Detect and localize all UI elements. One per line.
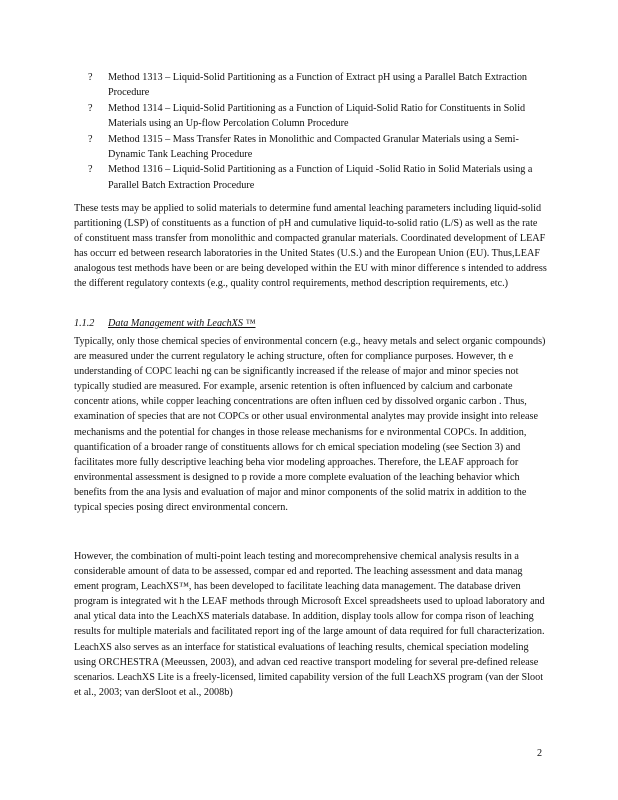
bullet-mark: ? bbox=[88, 72, 93, 83]
list-item bbox=[88, 132, 548, 163]
section-title: Data Management with LeachXS ™ bbox=[108, 318, 256, 329]
list-item-text: Method 1316 – Liquid‐Solid Partitioning as a Function of Liquid ‐Solid Ratio in Solid Materials using a Parallel Batch Extraction Procedure bbox=[108, 164, 533, 191]
list-item-text: Method 1313 – Liquid‐Solid Partitioning as a Function of Extract pH using a Parallel Batch Extraction Procedure bbox=[108, 72, 528, 99]
section-number: 1.1.2 bbox=[74, 318, 95, 329]
bullet-mark: ? bbox=[88, 133, 93, 145]
list-item bbox=[88, 162, 548, 193]
page-number: 2 bbox=[537, 748, 543, 759]
list-item-text: Method 1314 – Liquid‐Solid Partitioning as a Function of Liquid‐Solid Ratio for Constituents in Solid Materials using an Up‐flow Percolation Column Procedure bbox=[108, 102, 526, 130]
list-item-text: Method 1315 – Mass Transfer Rates in Monolithic and Compacted Granular Materials using a Semi‐Dynamic Tank Leaching Procedure bbox=[108, 133, 519, 161]
paragraph-leachxs: However, the combination of multi‐point leach testing and morecomprehensive chemical analysis results in a considerable amount of data to be assessed, compar ed and reported. The leaching assessment and data manag ement program, LeachXS™, has been developed to facilitate leaching data management. The database driven program is integrated wit h the LEAF methods through Microsoft Excel spreadsheets used to upload laboratory and anal ytical data into the LeachXS materials database. In addition, display tools allow for compa rison of leaching results for multiple materials and facilitated report ing of the large amount of data required for full characterization. LeachXS also serves as an interface for statistical evaluations of leaching results, chemical speciation modeling using ORCHESTRA (Meeussen, 2003), and advan ced reactive transport modeling for several pre‐defined release scenarios. LeachXS Lite is a freely‐licensed, limited capability version of the full LeachXS program (van der Sloot et al., 2003; van derSloot et al., 2008b) bbox=[74, 551, 545, 698]
bullet-mark: ? bbox=[88, 102, 93, 114]
list-item bbox=[88, 101, 548, 132]
paragraph-leaf-tests: These tests may be applied to solid materials to determine fund amental leaching parameters including liquid‐solid partitioning (LSP) of constituents as a function of pH and cumulative liquid‐to‐solid ratio (L/S) as well as the rate of constituent mass transfer from monolithic and compacted granular materials. Coordinated development of LEAF has occurr ed between research laboratories in the United States (U.S.) and the European Union (EU). Thus,LEAF analogous test methods have been or are being developed within the EU with minor difference s intended to address the different regulatory contexts (e.g., quality control requirements, method description requirements, etc.) bbox=[74, 203, 547, 290]
list-item bbox=[88, 70, 548, 101]
bullet-mark: ? bbox=[88, 164, 93, 176]
method-list bbox=[88, 70, 548, 193]
section-heading bbox=[74, 318, 256, 329]
paragraph-data-management: Typically, only those chemical species of environmental concern (e.g., heavy metals and select organic compounds) are measured under the current regulatory le aching structure, often for compliance purposes. However, th e understanding of COPC leachi ng can be significantly increased if the release of major and minor species not typically studied are measured. For example, arsenic retention is often influenced by calcium and carbonate concentr ations, while copper leaching concentrations are often influen ced by dissolved organic carbon . Thus, examination of species that are not COPCs or other usual environmental analytes may provide insight into release mechanisms and the potential for changes in those release mechanisms for e nvironmental COPCs. In addition, quantification of a broader range of constituents allows for ch emical speciation modeling (see Section 3) and facilitates more fully descriptive leaching beha vior modeling approaches. Therefore, the LEAF approach for environmental assessment is designed to p rovide a more complete evaluation of the leaching behavior which benefits from the ana lysis and evaluation of major and minor components of the solid matrix in addition to the typical species posing direct environmental concern. bbox=[74, 336, 546, 514]
